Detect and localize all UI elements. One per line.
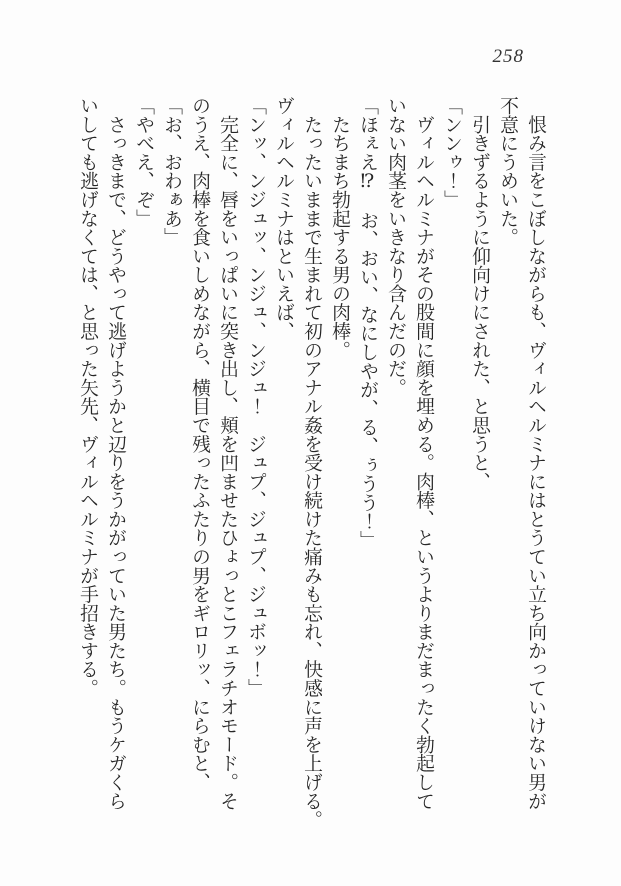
- text-line: さっきまで、どうやって逃げようかと辺りをうかがっていた男たち。もうケガくら: [105, 96, 126, 811]
- text-line: 「やべえ、ぞ」: [133, 96, 154, 228]
- text-line: のうえ、肉棒を食いしめながら、横目で残ったふたりの男をギロリッ、にらむと、: [189, 96, 210, 792]
- text-line: 完全に、唇をいっぱいに突き出し、頬を凹ませたひょっとこフェラチオモード。そ: [217, 96, 238, 811]
- text-line: 「ンンゥ！」: [441, 96, 462, 209]
- text-line: 「ほぇえ⁉ お、おい、なにしやが、る、ぅうう！」: [357, 96, 378, 550]
- text-line: 「ンッ、ンジュッ、ンジュ、ンジュ！ ジュプ、ジュプ、ジュボッ！」: [245, 96, 266, 698]
- text-line: ヴィルヘルミナはといえば、: [273, 96, 294, 341]
- text-line: 恨み言をこぼしながらも、ヴィルヘルミナにはとうてい立ち向かっていけない男が: [525, 96, 546, 811]
- text-line: いしても逃げなくては、と思った矢先、ヴィルヘルミナが手招きする。: [77, 96, 98, 698]
- text-line: 「お、おわぁあ」: [161, 96, 182, 247]
- text-line: たちまち勃起する男の肉棒。: [329, 96, 350, 360]
- vertical-text-block: [72, 96, 549, 829]
- text-line: 引きずるように仰向けにされた、と思うと、: [469, 96, 490, 491]
- page-number: 258: [492, 46, 524, 67]
- text-line: ヴィルヘルミナがその股間に顔を埋める。肉棒、というよりまだまったく勃起して: [413, 96, 434, 811]
- text-line: いない肉茎をいきなり含んだのだ。: [385, 96, 406, 397]
- text-line: 不意にうめいた。: [497, 96, 518, 247]
- text-line: たったいままで生まれて初のアナル姦を受け続けた痛みも忘れ、快感に声を上げる。: [301, 96, 322, 829]
